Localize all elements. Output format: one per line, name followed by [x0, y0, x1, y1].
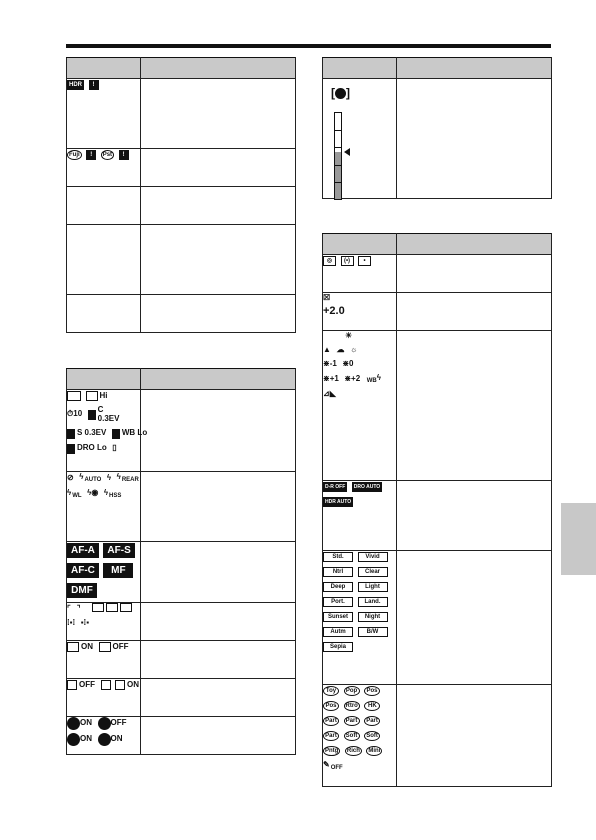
picture-effect-toy-icon: Toy	[323, 686, 339, 696]
dmf-icon: DMF	[67, 583, 97, 598]
creative-style-deep-icon: Deep	[323, 582, 353, 592]
tracking-on-label: ON	[81, 641, 93, 651]
smile-sensitivity-cell	[323, 79, 397, 199]
single-shot-icon	[67, 391, 81, 401]
creative-style-cell	[323, 551, 397, 685]
meter-tick	[335, 147, 341, 148]
picture-effect-icon: Pst	[102, 152, 113, 158]
warning-icon: !	[119, 150, 129, 160]
flash-compensation-icon: ☒	[323, 293, 331, 303]
spot-area-icon: ⁞▪⁞	[67, 618, 76, 628]
table-cell-desc	[141, 679, 296, 717]
creative-style-portrait-icon: Port.	[323, 597, 353, 607]
creative-style-sepia-icon: Sepia	[323, 642, 353, 652]
table-cell-desc	[141, 225, 296, 295]
remote-icon: ▯	[112, 443, 117, 453]
zone-area-icon	[92, 603, 132, 612]
cloudy-icon: ☁	[336, 345, 345, 355]
table-cell-desc	[141, 149, 296, 187]
face-detect-on-icon	[115, 680, 125, 690]
picture-effect-icon: Fuji	[69, 152, 80, 158]
red-eye-icon: ϟ◉	[87, 488, 99, 498]
table-row	[67, 149, 141, 187]
table-cell-desc	[397, 79, 552, 199]
picture-effect-cell	[323, 685, 397, 787]
creative-style-bw-icon: B/W	[358, 627, 388, 637]
tracking-cell	[67, 641, 141, 679]
creative-style-sunset-icon: Sunset	[323, 612, 353, 622]
face-registered-icon	[101, 680, 111, 690]
flash-auto-icon: $ϟ_{AUTO}$	[79, 472, 102, 483]
meter-fill	[335, 152, 341, 199]
creative-style-autumn-icon: Autm	[323, 627, 353, 637]
fluorescent-icon: ⋇0	[342, 359, 354, 369]
flash-off-icon: ⊘	[67, 472, 74, 482]
dro-off-icon: D-R OFF	[323, 482, 347, 492]
shade-icon: ▲	[323, 345, 331, 355]
smile-shutter-off-icon	[98, 717, 111, 730]
af-c-icon: AF-C	[67, 563, 99, 578]
picture-effect-rich-tone-icon: Rich	[346, 748, 360, 754]
face-detect-off-label: OFF	[79, 679, 95, 689]
creative-style-night-icon: Night	[358, 612, 388, 622]
bracket-single-icon	[67, 429, 75, 439]
local-area-icon: ▪⁞▪	[80, 618, 90, 628]
table-1-header-icon	[67, 58, 141, 79]
white-balance-cell	[323, 331, 397, 481]
table-1-header-desc	[141, 58, 296, 79]
center-metering-icon: (•)	[341, 256, 354, 266]
dro-auto-icon: DRO AUTO	[352, 482, 382, 492]
warning-icon: !	[89, 80, 99, 90]
smile-shutter-cell	[67, 717, 141, 755]
continuous-hi-label: Hi	[99, 390, 108, 400]
self-timer-icon: ⏱10	[67, 409, 83, 419]
daylight-icon: ☀	[345, 331, 353, 341]
smile-big-label: ON	[110, 734, 123, 744]
dro-hdr-cell	[323, 481, 397, 551]
table-cell-desc	[141, 542, 296, 603]
table-2-header-icon	[67, 369, 141, 390]
dro-bracket-label: DRO Lo	[77, 443, 107, 453]
table-4-header-desc	[397, 234, 552, 255]
spot-metering-icon: •	[358, 256, 371, 266]
table-cell-desc	[397, 293, 552, 331]
smile-detection-icon: [ ]	[331, 86, 350, 100]
table-cell-desc	[141, 641, 296, 679]
picture-effect-partial-color-icon: Part	[364, 716, 380, 726]
focus-area-cell	[67, 603, 141, 641]
meter-pointer-icon	[344, 148, 350, 156]
creative-style-standard-icon: Std.	[323, 552, 353, 562]
hdr-icon: HDR	[69, 82, 82, 88]
face-detect-off-icon	[67, 680, 77, 690]
table-2	[66, 368, 296, 755]
table-cell-desc	[397, 255, 552, 293]
smile-sensitivity-meter	[334, 112, 342, 200]
flash-compensation-value: +2.0	[323, 305, 345, 318]
table-row	[67, 225, 141, 295]
flash-rear-icon: $ϟ_{REAR}$	[116, 472, 139, 483]
table-2-header-desc	[141, 369, 296, 390]
picture-effect-pop-icon: Pop	[344, 686, 360, 696]
smile-on-label: ON	[80, 718, 92, 728]
table-cell-desc	[141, 79, 296, 149]
metering-mode-cell	[323, 255, 397, 293]
picture-effect-partial-color-icon: Part	[344, 716, 360, 726]
fluorescent-icon: ⋇-1	[323, 359, 337, 369]
flash-hss-icon: $ϟ_{HSS}$	[103, 487, 122, 499]
creative-style-landscape-icon: Land.	[358, 597, 388, 607]
table-cell-desc	[397, 331, 552, 481]
flash-compensation-cell	[323, 293, 397, 331]
object-tracking-on-icon	[67, 642, 79, 652]
table-cell-desc	[397, 551, 552, 685]
bracket-single-label: S 0.3EV	[77, 428, 107, 438]
table-cell-desc	[397, 481, 552, 551]
table-1	[66, 57, 296, 333]
hdr-auto-icon: HDR AUTO	[323, 497, 353, 507]
face-detect-on-label: ON	[127, 679, 140, 689]
fluorescent-icon: ⋇+2	[344, 373, 361, 383]
warning-icon: !	[86, 150, 96, 160]
object-tracking-off-icon	[99, 642, 111, 652]
smile-slight-icon	[67, 733, 80, 746]
picture-effect-soft-focus-icon: Soft	[344, 731, 360, 741]
drive-mode-cell	[67, 390, 148, 472]
picture-effect-off-icon: $✎_{OFF}$	[323, 760, 343, 771]
meter-tick	[335, 182, 341, 183]
wide-area-icon: ⌜⌝	[67, 604, 87, 614]
creative-style-clear-icon: Clear	[358, 567, 388, 577]
continuous-shooting-icon	[86, 391, 98, 401]
table-cell-desc	[141, 603, 296, 641]
creative-style-vivid-icon: Vivid	[358, 552, 388, 562]
meter-tick	[335, 130, 341, 131]
smile-slight-label: ON	[80, 734, 92, 744]
picture-effect-retro-icon: Rtro	[345, 703, 358, 709]
table-cell-desc	[141, 295, 296, 333]
picture-effect-painting-icon: Pntg	[325, 748, 339, 754]
face-detection-cell	[67, 679, 141, 717]
table-cell-desc	[141, 187, 296, 225]
table-3-header-icon	[323, 58, 397, 79]
flash-mode-cell	[67, 472, 141, 542]
bracket-icon	[88, 410, 96, 420]
smile-shutter-on-icon	[67, 717, 80, 730]
table-3	[322, 57, 552, 199]
af-a-icon: AF-A	[67, 543, 99, 558]
top-rule	[66, 44, 551, 48]
meter-tick	[335, 165, 341, 166]
multi-metering-icon: ◎	[323, 256, 336, 266]
table-4-header-icon	[323, 234, 397, 255]
table-cell-desc	[141, 390, 296, 472]
flash-wireless-icon: $ϟ_{WL}$	[67, 487, 82, 499]
table-row	[67, 79, 141, 149]
creative-style-neutral-icon: Ntrl	[323, 567, 353, 577]
fill-flash-icon: ϟ	[106, 472, 112, 482]
table-4	[322, 233, 552, 787]
table-3-header-desc	[397, 58, 552, 79]
table-cell-desc	[141, 717, 296, 755]
focus-mode-cell	[67, 542, 141, 603]
creative-style-light-icon: Light	[358, 582, 388, 592]
wb-bracket-label: WB Lo	[121, 428, 148, 438]
wb-bracket-icon	[112, 429, 120, 439]
picture-effect-partial-color-icon: Part	[323, 716, 339, 726]
dro-bracket-icon	[67, 444, 75, 454]
picture-effect-posterization-icon: Pos	[364, 686, 380, 696]
picture-effect-high-key-icon: HK	[364, 701, 380, 711]
table-row	[67, 187, 141, 225]
picture-effect-posterization-icon: Pos	[323, 701, 339, 711]
table-cell-desc	[141, 472, 296, 542]
table-cell-desc	[397, 685, 552, 787]
picture-effect-soft-focus-icon: Soft	[364, 731, 380, 741]
af-s-icon: AF-S	[103, 543, 134, 558]
smile-big-icon	[98, 733, 111, 746]
side-tab	[561, 503, 596, 575]
smile-off-label: OFF	[110, 718, 127, 728]
incandescent-icon: ☼	[349, 345, 358, 355]
fluorescent-icon: ⋇+1	[323, 373, 339, 383]
bracket-continuous-label: C 0.3EV	[97, 405, 120, 423]
flash-wb-icon: $_{WB}$ϟ	[366, 373, 381, 385]
picture-effect-miniature-icon: Mini	[368, 748, 381, 754]
custom-wb-icon: ⊿◣	[323, 388, 336, 398]
table-row	[67, 295, 141, 333]
mf-icon: MF	[103, 563, 133, 578]
picture-effect-partial-color-icon: Part	[323, 731, 339, 741]
tracking-off-label: OFF	[112, 641, 129, 651]
